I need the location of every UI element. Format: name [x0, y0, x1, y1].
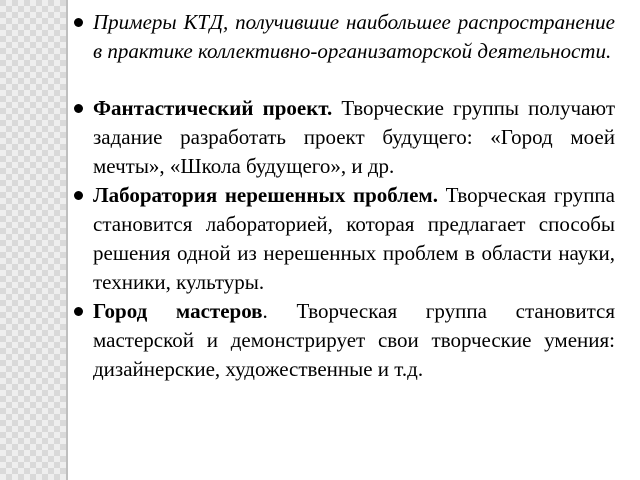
item-title: Фантастический проект.: [93, 96, 333, 120]
item-title: Лаборатория нерешенных проблем.: [93, 183, 438, 207]
intro-paragraph: [73, 8, 615, 66]
bullet-icon: [74, 191, 83, 200]
item-text: Творческая группа становится лабораторией, которая предлагает способы решения одной из нерешенных проблем в области науки, техники, культуры.: [93, 183, 615, 294]
item-title: Город мастеров: [93, 299, 263, 323]
intro-text: Примеры КТД, получившие наибольшее распространение в практике коллективно-организаторской деятельности.: [93, 10, 615, 63]
bullet-icon: [74, 307, 83, 316]
list-item: [73, 94, 615, 181]
list-item: [73, 181, 615, 297]
bullet-icon: [74, 18, 83, 27]
side-decoration: [0, 0, 68, 480]
bullet-icon: [74, 104, 83, 113]
item-text: Творческие группы получают задание разработать проект будущего: «Город моей мечты», «Школа будущего», и др.: [93, 96, 616, 178]
list-item: [73, 297, 615, 384]
item-text: . Творческая группа становится мастерской и демонстрирует свои творческие умения: дизайнерские, художественные и т.д.: [93, 299, 616, 381]
slide-content: [73, 8, 615, 384]
